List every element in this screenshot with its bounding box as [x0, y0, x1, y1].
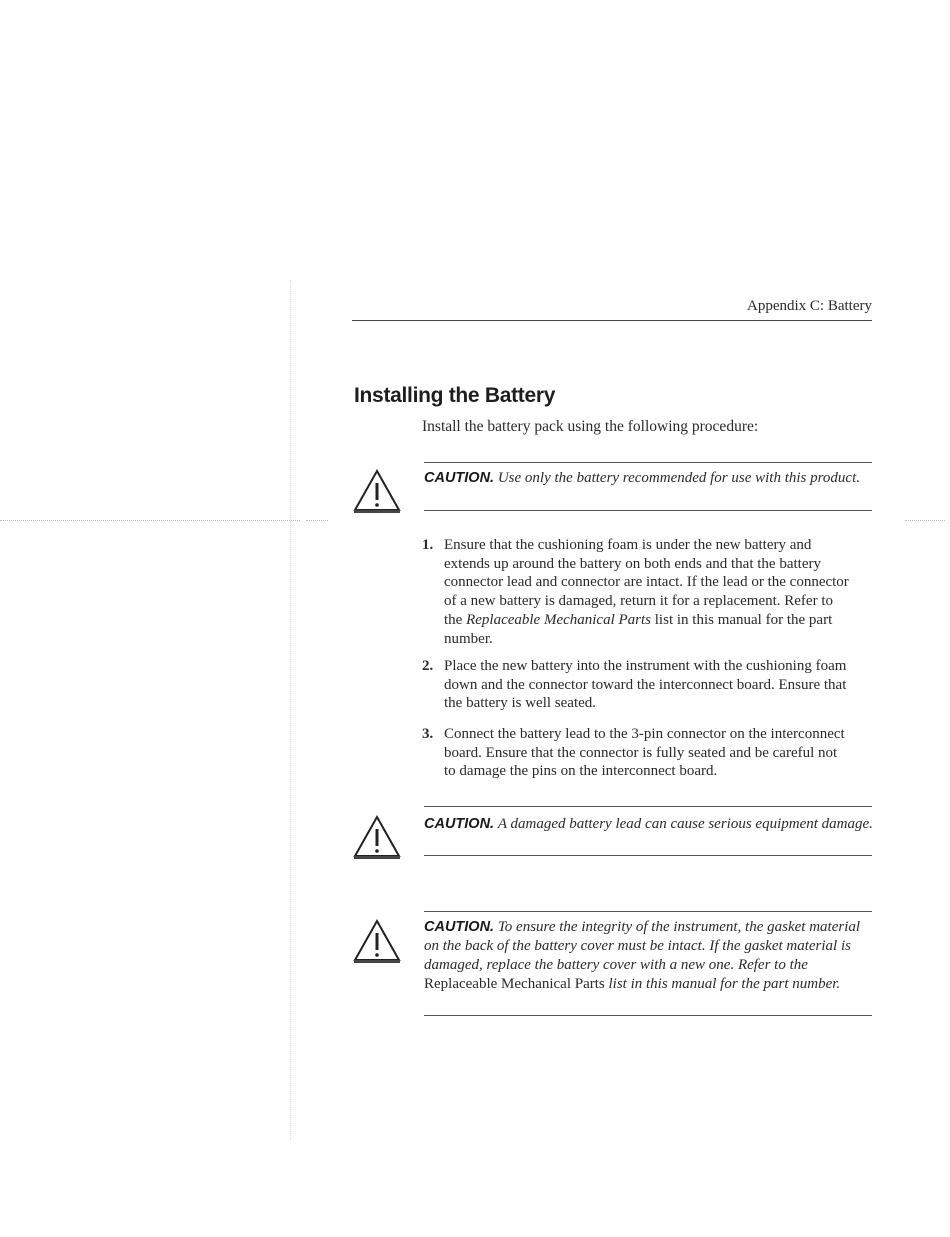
step-text: list in this manual for the part number. [444, 611, 833, 647]
step-text: Connect the battery lead to the 3-pin connector on the interconnect board. Ensure that the connector is fully seated and be careful not to damage the pins on the interconnect board. [444, 726, 845, 780]
procedure-step-1 [422, 536, 852, 648]
scan-artifact-line [0, 520, 300, 521]
procedure-step-3 [422, 725, 852, 781]
caution-3-bottom-rule [424, 1015, 872, 1016]
caution-text-part: To ensure the integrity of the instrument, the gasket material on the back of the battery cover must be intact. If the gasket material is damaged, replace the battery cover with a new one. Refer to the [424, 919, 861, 973]
step-number: 1. [422, 537, 434, 553]
step-text: Place the new battery into the instrument with the cushioning foam down and the connector toward the interconnect board. Ensure that the battery is well seated. [444, 658, 847, 712]
procedure-step-2 [422, 657, 852, 713]
section-title: Installing the Battery [354, 384, 556, 407]
caution-1 [424, 469, 874, 488]
caution-triangle-icon [352, 814, 402, 860]
caution-3-top-rule [424, 911, 872, 912]
step-number: 2. [422, 658, 434, 674]
caution-label: CAUTION. [424, 919, 495, 935]
caution-triangle-icon [352, 918, 402, 964]
caution-text: Use only the battery recommended for use with this product. [497, 470, 861, 486]
scan-artifact-line [905, 520, 945, 521]
scan-artifact-line [306, 520, 328, 521]
intro-text: Install the battery pack using the following procedure: [422, 418, 759, 435]
step-text-italic: Replaceable Mechanical Parts [466, 611, 652, 628]
caution-text: A damaged battery lead can cause serious equipment damage. [497, 816, 873, 832]
caution-label: CAUTION. [424, 816, 495, 832]
caution-1-top-rule [424, 462, 872, 463]
caution-2-bottom-rule [424, 855, 872, 856]
caution-text-upright: Replaceable Mechanical Parts [424, 976, 605, 992]
caution-text-part: list in this manual for the part number. [608, 976, 841, 992]
caution-3 [424, 918, 874, 994]
caution-1-bottom-rule [424, 510, 872, 511]
caution-2-top-rule [424, 806, 872, 807]
caution-2 [424, 815, 874, 834]
caution-label: CAUTION. [424, 470, 495, 486]
caution-triangle-icon [352, 468, 402, 514]
step-number: 3. [422, 726, 434, 742]
scan-margin-line [290, 280, 291, 1140]
header-rule [352, 320, 872, 321]
running-head: Appendix C: Battery [747, 298, 872, 314]
step-text: Ensure that the cushioning foam is under the new battery and extends up around the battery on both ends and that the battery connector lead and connector are intact. If the lead or the connector of a new battery is damaged, return it for a replacement. Refer to the [444, 537, 849, 628]
